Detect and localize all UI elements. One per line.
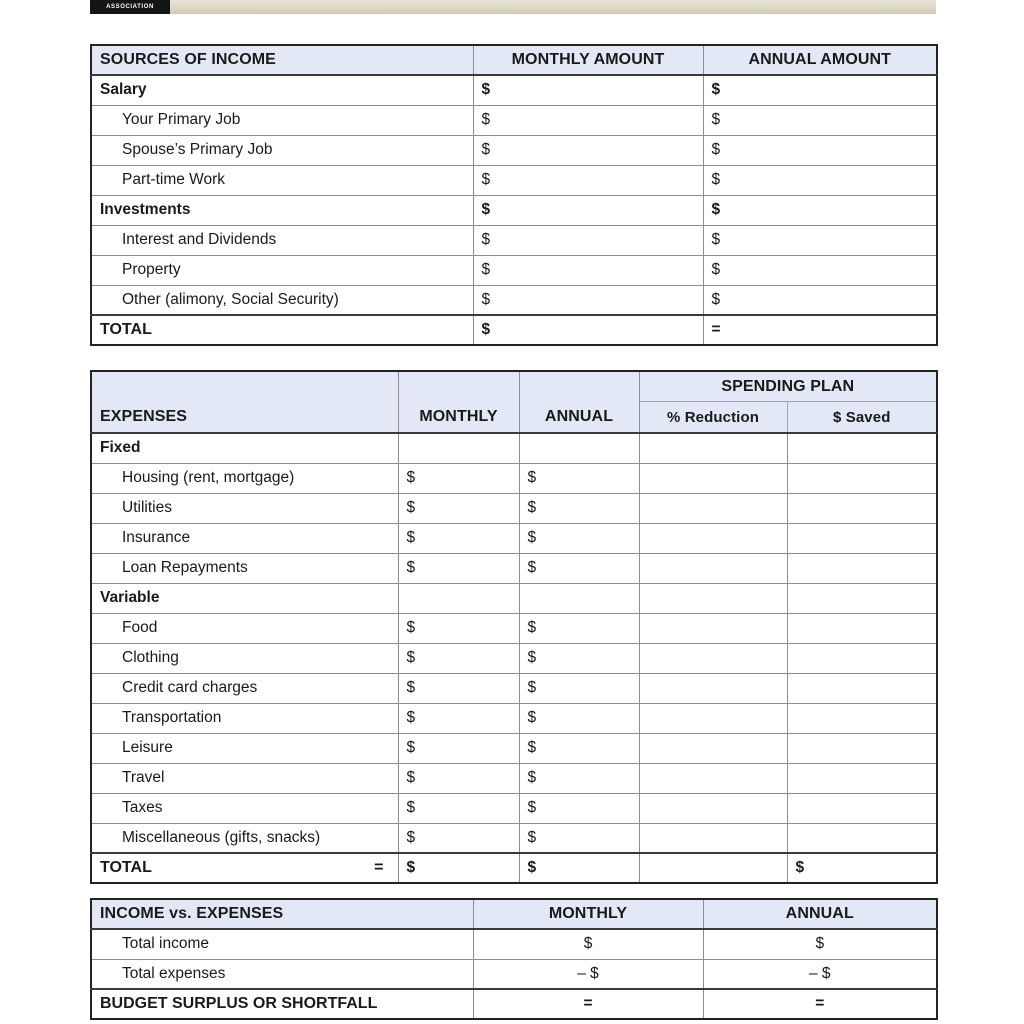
compare-header-monthly: MONTHLY (473, 899, 703, 929)
expense-total-equals-sign: = (374, 859, 384, 876)
expense-annual-cell[interactable]: $ (519, 463, 639, 493)
expense-row (91, 733, 937, 763)
expense-reduction-cell[interactable] (639, 643, 787, 673)
expense-total-saved-cell[interactable]: $ (787, 853, 937, 883)
income-vs-expenses-table (90, 898, 938, 1020)
expense-monthly-cell[interactable] (398, 433, 519, 463)
income-monthly-cell[interactable]: $ (473, 75, 703, 105)
expense-row (91, 523, 937, 553)
income-annual-cell[interactable]: $ (703, 225, 937, 255)
expense-saved-cell[interactable] (787, 673, 937, 703)
compare-label: Total expenses (91, 959, 473, 989)
expense-reduction-cell[interactable] (639, 493, 787, 523)
expense-row (91, 433, 937, 463)
expense-saved-cell[interactable] (787, 493, 937, 523)
compare-table-body (91, 929, 937, 1019)
expense-monthly-cell[interactable]: $ (398, 823, 519, 853)
expense-monthly-cell[interactable]: $ (398, 613, 519, 643)
spending-plan-pct-reduction: % Reduction (640, 402, 788, 432)
compare-row (91, 989, 937, 1019)
income-row (91, 165, 937, 195)
expense-annual-cell[interactable]: $ (519, 613, 639, 643)
expense-annual-cell[interactable]: $ (519, 823, 639, 853)
income-monthly-cell[interactable]: $ (473, 195, 703, 225)
income-monthly-cell[interactable]: $ (473, 225, 703, 255)
expense-annual-cell[interactable]: $ (519, 763, 639, 793)
income-label: Investments (91, 195, 473, 225)
compare-annual-cell[interactable]: $ (703, 929, 937, 959)
income-label: Property (91, 255, 473, 285)
compare-annual-cell[interactable]: = (703, 989, 937, 1019)
expense-monthly-cell[interactable]: $ (398, 703, 519, 733)
expense-monthly-cell[interactable]: $ (398, 733, 519, 763)
spending-plan-dollars-saved: $ Saved (833, 408, 891, 426)
expense-reduction-cell[interactable] (639, 703, 787, 733)
income-label: Salary (91, 75, 473, 105)
expense-monthly-cell[interactable]: $ (398, 793, 519, 823)
income-row (91, 135, 937, 165)
expense-row (91, 703, 937, 733)
expense-label: Utilities (91, 493, 398, 523)
expenses-header-label: EXPENSES (91, 371, 398, 433)
expense-annual-cell[interactable]: $ (519, 523, 639, 553)
income-row (91, 225, 937, 255)
expense-total-label-cell (91, 853, 398, 883)
expense-monthly-cell[interactable]: $ (398, 763, 519, 793)
expense-reduction-cell[interactable] (639, 823, 787, 853)
income-header-row (91, 45, 937, 75)
income-label: Other (alimony, Social Security) (91, 285, 473, 315)
income-label: Your Primary Job (91, 105, 473, 135)
expense-reduction-cell[interactable] (639, 583, 787, 613)
expense-saved-cell[interactable] (787, 553, 937, 583)
income-annual-cell[interactable]: $ (703, 105, 937, 135)
income-label: Part-time Work (91, 165, 473, 195)
compare-header-annual: ANNUAL (703, 899, 937, 929)
expense-monthly-cell[interactable]: $ (398, 673, 519, 703)
compare-monthly-cell[interactable]: – $ (473, 959, 703, 989)
expense-label: Clothing (91, 643, 398, 673)
expense-annual-cell[interactable] (519, 433, 639, 463)
income-annual-cell[interactable]: $ (703, 165, 937, 195)
income-label: TOTAL (91, 315, 473, 345)
spending-plan-header-group (639, 371, 937, 433)
expense-reduction-cell[interactable] (639, 613, 787, 643)
expense-row (91, 643, 937, 673)
expense-annual-cell[interactable]: $ (519, 703, 639, 733)
expenses-header-row (91, 371, 937, 433)
expense-row (91, 493, 937, 523)
compare-label: Total income (91, 929, 473, 959)
expense-row (91, 553, 937, 583)
expense-label: Leisure (91, 733, 398, 763)
expense-annual-cell[interactable]: $ (519, 643, 639, 673)
expense-reduction-cell[interactable] (639, 793, 787, 823)
expense-label: Food (91, 613, 398, 643)
expense-reduction-cell[interactable] (639, 673, 787, 703)
income-annual-cell[interactable]: $ (703, 75, 937, 105)
compare-row (91, 929, 937, 959)
expense-monthly-cell[interactable]: $ (398, 553, 519, 583)
expense-total-row (91, 853, 937, 883)
expense-annual-cell[interactable]: $ (519, 553, 639, 583)
expense-monthly-cell[interactable]: $ (398, 643, 519, 673)
sources-of-income-table (90, 44, 938, 346)
income-row (91, 315, 937, 345)
expense-monthly-cell[interactable] (398, 583, 519, 613)
income-header-label: SOURCES OF INCOME (91, 45, 473, 75)
expenses-header-annual: ANNUAL (519, 371, 639, 433)
income-monthly-cell[interactable]: $ (473, 135, 703, 165)
expense-total-label: TOTAL (100, 859, 152, 876)
expense-annual-cell[interactable]: $ (519, 673, 639, 703)
income-monthly-cell[interactable]: $ (473, 165, 703, 195)
expenses-table (90, 370, 938, 884)
expense-label: Taxes (91, 793, 398, 823)
expense-saved-cell[interactable] (787, 523, 937, 553)
expense-row (91, 463, 937, 493)
expense-annual-cell[interactable]: $ (519, 793, 639, 823)
compare-monthly-cell[interactable]: = (473, 989, 703, 1019)
expense-row (91, 673, 937, 703)
expense-monthly-cell[interactable]: $ (398, 463, 519, 493)
income-row (91, 255, 937, 285)
income-row (91, 285, 937, 315)
expense-label: Credit card charges (91, 673, 398, 703)
expense-total-annual-cell[interactable]: $ (519, 853, 639, 883)
expense-annual-cell[interactable] (519, 583, 639, 613)
expense-label: Insurance (91, 523, 398, 553)
expense-saved-cell[interactable] (787, 433, 937, 463)
expense-reduction-cell[interactable] (639, 433, 787, 463)
expense-reduction-cell[interactable] (639, 553, 787, 583)
income-annual-cell[interactable]: $ (703, 255, 937, 285)
expense-saved-cell[interactable] (787, 463, 937, 493)
expense-saved-cell[interactable] (787, 703, 937, 733)
expense-row (91, 613, 937, 643)
expense-annual-cell[interactable]: $ (519, 733, 639, 763)
income-monthly-cell[interactable]: $ (473, 255, 703, 285)
income-header-annual: ANNUAL AMOUNT (703, 45, 937, 75)
expense-label: Fixed (91, 433, 398, 463)
expense-saved-cell[interactable] (787, 823, 937, 853)
expense-row (91, 793, 937, 823)
expenses-table-body (91, 433, 937, 883)
income-row (91, 105, 937, 135)
expense-saved-cell[interactable] (787, 613, 937, 643)
expense-saved-cell[interactable] (787, 793, 937, 823)
expense-saved-cell[interactable] (787, 733, 937, 763)
income-annual-cell[interactable]: $ (703, 285, 937, 315)
income-table-body (91, 75, 937, 345)
income-annual-cell[interactable]: $ (703, 195, 937, 225)
income-annual-cell[interactable]: = (703, 315, 937, 345)
compare-row (91, 959, 937, 989)
association-logo: ASSOCIATION (90, 0, 170, 14)
expense-row (91, 763, 937, 793)
expense-reduction-cell[interactable] (639, 523, 787, 553)
expense-label: Travel (91, 763, 398, 793)
compare-label: BUDGET SURPLUS OR SHORTFALL (91, 989, 473, 1019)
income-label: Interest and Dividends (91, 225, 473, 255)
expense-total-monthly-cell[interactable]: $ (398, 853, 519, 883)
expense-row (91, 583, 937, 613)
expense-total-reduction-cell[interactable] (639, 853, 787, 883)
income-monthly-cell[interactable]: $ (473, 315, 703, 345)
expense-saved-cell[interactable] (787, 583, 937, 613)
compare-header-label: INCOME vs. EXPENSES (91, 899, 473, 929)
compare-annual-cell[interactable]: – $ (703, 959, 937, 989)
income-row (91, 75, 937, 105)
expense-label: Transportation (91, 703, 398, 733)
income-annual-cell[interactable]: $ (703, 135, 937, 165)
expense-reduction-cell[interactable] (639, 763, 787, 793)
expense-annual-cell[interactable]: $ (519, 493, 639, 523)
income-monthly-cell[interactable]: $ (473, 285, 703, 315)
expense-saved-cell[interactable] (787, 763, 937, 793)
spending-plan-title: SPENDING PLAN (640, 372, 937, 402)
expense-monthly-cell[interactable]: $ (398, 523, 519, 553)
income-row (91, 195, 937, 225)
income-monthly-cell[interactable]: $ (473, 105, 703, 135)
expense-row (91, 823, 937, 853)
income-header-monthly: MONTHLY AMOUNT (473, 45, 703, 75)
compare-header-row (91, 899, 937, 929)
expense-label: Housing (rent, mortgage) (91, 463, 398, 493)
compare-monthly-cell[interactable]: $ (473, 929, 703, 959)
page-banner (90, 0, 936, 14)
expense-label: Variable (91, 583, 398, 613)
expense-reduction-cell[interactable] (639, 463, 787, 493)
expense-monthly-cell[interactable]: $ (398, 493, 519, 523)
income-label: Spouse’s Primary Job (91, 135, 473, 165)
expense-label: Loan Repayments (91, 553, 398, 583)
expense-label: Miscellaneous (gifts, snacks) (91, 823, 398, 853)
expense-reduction-cell[interactable] (639, 733, 787, 763)
expense-saved-cell[interactable] (787, 643, 937, 673)
expenses-header-monthly: MONTHLY (398, 371, 519, 433)
